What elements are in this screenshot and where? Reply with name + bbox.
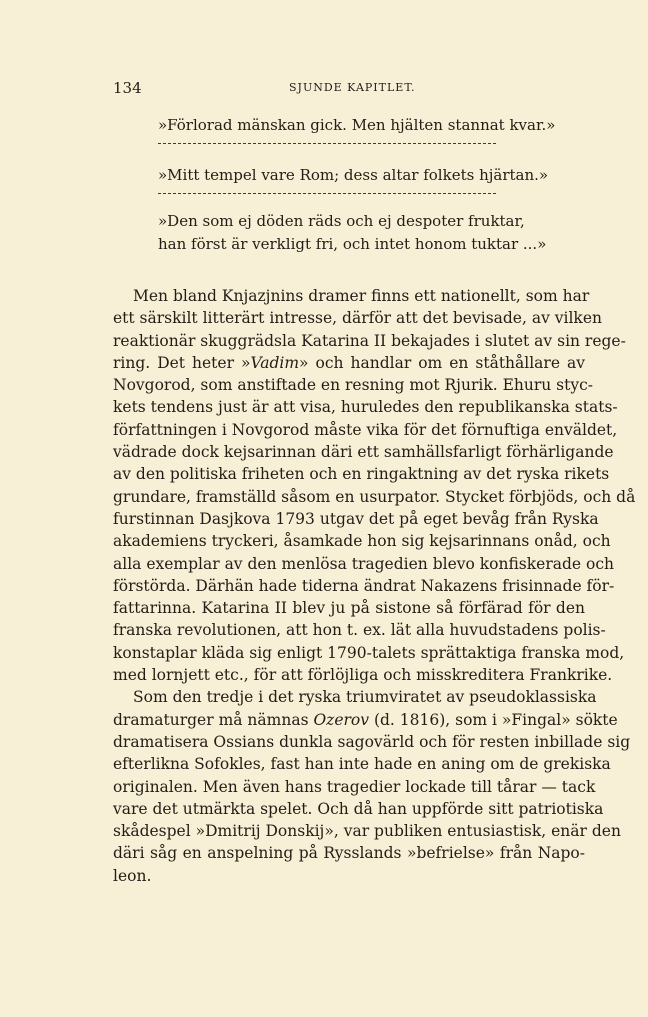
text-line-with-title	[113, 352, 585, 374]
text-line: grundare, framställd såsom en usurpator. Stycket förbjöds, och då	[113, 487, 636, 506]
text-fragment: (d. 1816), som i »Fingal» sökte	[369, 710, 618, 729]
text-line: Novgorod, som anstiftade en resning mot Rjurik. Ehuru styc-	[113, 376, 594, 395]
text-line: vare det utmärkta spelet. Och då han uppförde sitt patriotiska	[113, 799, 604, 818]
text-fragment: » och handlar om en ståthållare av	[299, 353, 585, 372]
text-line: kets tendens just är att visa, huruledes den republikanska stats-	[113, 398, 618, 417]
text-line: författningen i Novgorod måste vika för det förnuftiga enväldet,	[113, 420, 618, 439]
running-title: SJUNDE KAPITLET.	[289, 81, 416, 94]
text-line: originalen. Men även hans tragedier lockade till tårar — tack	[113, 777, 596, 796]
text-line: med lornjett etc., för att förlöjliga och misskreditera Frankrike.	[113, 666, 613, 685]
body-text	[113, 285, 636, 887]
play-title-vadim: Vadim	[250, 353, 300, 372]
page-number: 134	[113, 79, 142, 97]
text-line: konstaplar kläda sig enligt 1790-talets sprättaktiga franska mod,	[113, 643, 625, 662]
verse-quote-1: »Förlorad mänskan gick. Men hjälten stannat kvar.»	[158, 116, 556, 134]
text-line: Men bland Knjazjnins dramer finns ett nationellt, som har	[133, 287, 590, 305]
text-line: förstörda. Därhän hade tiderna ändrat Nakazens frisinnade för-	[113, 576, 615, 595]
text-line-with-name	[113, 709, 618, 731]
text-line: leon.	[113, 866, 152, 885]
dash-separator-1	[158, 143, 496, 146]
text-line: furstinnan Dasjkova 1793 utgav det på eget bevåg från Ryska	[113, 509, 599, 528]
text-line: reaktionär skuggrädsla Katarina II bekajades i slutet av sin rege-	[113, 331, 626, 350]
text-line: franska revolutionen, att hon t. ex. lät alla huvudstadens polis-	[113, 621, 606, 640]
verse-quote-3-line-1: »Den som ej döden räds och ej despoter fruktar,	[158, 212, 525, 230]
text-line: fattarinna. Katarina II blev ju på sistone så förfärad för den	[113, 599, 585, 618]
text-fragment: Som den tredje i det ryska triumviratet av pseudoklassiska	[133, 688, 597, 707]
text-line: ett särskilt litterärt intresse, därför att det bevisade, av vilken	[113, 309, 602, 328]
text-fragment: dramaturger må nämnas	[113, 710, 314, 729]
page-header	[113, 78, 585, 102]
text-line-with-name	[113, 686, 597, 708]
text-fragment: ring. Det heter »	[113, 353, 251, 372]
dash-separator-2	[158, 193, 496, 196]
text-line: skådespel »Dmitrij Donskij», var publiken entusiastisk, enär den	[113, 822, 621, 841]
text-line: dramatisera Ossians dunkla sagovärld och för resten inbillade sig	[113, 732, 631, 751]
text-line: akademiens tryckeri, åsamkade hon sig kejsarinnans onåd, och	[113, 532, 611, 551]
text-line: efterlikna Sofokles, fast han inte hade en aning om de grekiska	[113, 755, 611, 774]
text-line: alla exemplar av den menlösa tragedien blevo konfiskerade och	[113, 554, 614, 573]
verse-quote-2: »Mitt tempel vare Rom; dess altar folkets hjärtan.»	[158, 166, 549, 184]
text-line: däri såg en anspelning på Rysslands »befrielse» från Napo-	[113, 844, 585, 863]
text-line: av den politiska friheten och en ringaktning av det ryska rikets	[113, 465, 610, 484]
text-line: vädrade dock kejsarinnan däri ett samhällsfarligt förhärligande	[113, 443, 614, 462]
verse-quote-3-line-2: han först är verkligt fri, och intet honom tuktar ...»	[158, 235, 547, 253]
author-name-ozerov: Ozerov	[313, 710, 370, 729]
